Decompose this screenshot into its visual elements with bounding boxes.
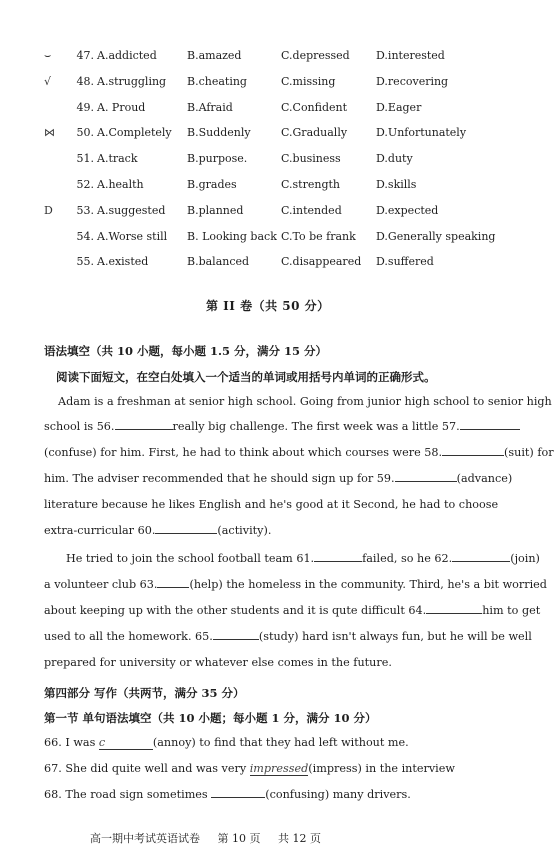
handwritten-mark: D [44,203,53,217]
option-c: C.intended [281,203,342,217]
grammar-heading: 语法填空（共 10 小题，每小题 1.5 分，满分 15 分） [44,344,328,358]
option-c: C.To be frank [281,229,356,243]
sentence-text: (impress) in the interview [308,762,455,775]
passage-text: a volunteer club 63. [44,578,158,591]
answer-blank[interactable] [460,420,520,430]
answer-blank[interactable] [314,552,362,562]
question-number: 48. [76,74,94,88]
option-d: D.interested [376,49,445,62]
answer-blank[interactable]: c [99,736,153,750]
option-c: C.Gradually [281,126,348,140]
option-a: A.addicted [97,49,157,62]
passage-text: Adam is a freshman at senior high school. Going from junior high school to senior high [58,395,552,408]
question-number: 54. [76,229,94,243]
mc-row [0,150,532,172]
option-b: B.amazed [187,49,242,62]
option-d: D.expected [376,203,439,217]
mc-row [0,47,532,69]
question-number: 53. [76,203,94,217]
sentence-text: (annoy) to find that they had left without me. [152,736,409,749]
passage-line [44,446,554,459]
passage-text: (activity). [217,524,272,537]
handwritten-mark: √ [44,74,52,88]
answer-blank[interactable] [426,604,482,614]
option-d: D.recovering [376,74,449,88]
passage-line [58,395,552,408]
answer-blank[interactable] [157,578,189,588]
sentence-number: 67. [44,762,62,775]
section2-title: 第 II 卷（共 50 分） [206,299,330,313]
option-a: A.health [97,178,144,191]
passage-text: literature because he likes English and he's good at it Second, he had to choose [44,498,499,511]
option-a: A.track [97,152,138,166]
mc-row [0,73,532,95]
option-b: B.planned [187,203,244,217]
grammar-instruction: 阅读下面短文，在空白处填入一个适当的单词或用括号内单词的正确形式。 [56,370,436,384]
option-b: B.balanced [187,255,250,269]
passage-line [44,578,547,591]
option-a: A.existed [97,255,149,269]
passage-text: really big challenge. The first week was a little 57. [172,420,460,433]
handwritten-mark: ⋈ [44,126,55,140]
option-c: C.depressed [281,49,350,62]
mc-row [0,176,532,198]
question-number: 52. [76,178,94,191]
passage-text: (advance) [456,472,513,485]
sentence-text: (confusing) many drivers. [265,788,411,801]
question-number: 50. [76,126,94,140]
option-c: C.business [281,152,341,166]
passage-text: him. The adviser recommended that he should sign up for 59. [44,472,395,485]
page-footer [90,830,335,846]
option-a: A.Worse still [97,229,168,243]
option-d: D.Unfortunately [376,126,467,140]
option-b: B.Afraid [187,100,233,114]
sentence-text: I was [65,736,96,749]
option-d: D.suffered [376,255,434,269]
passage-text: (help) the homeless in the community. Third, he's a bit worried [189,578,547,591]
passage-text: school is 56. [44,420,115,433]
option-b: B.cheating [187,74,247,88]
answer-blank[interactable] [442,446,504,456]
passage-line [66,552,540,565]
passage-line [44,472,513,485]
passage-line [44,420,490,433]
option-a: A. Proud [97,100,146,114]
option-c: C.strength [281,178,340,191]
section1-heading: 第一节 单句语法填空（共 10 小题；每小题 1 分，满分 10 分） [44,711,377,725]
passage-line [44,656,490,669]
passage-text: prepared for university or whatever else comes in the future. [44,656,392,669]
option-a: A.struggling [97,74,167,88]
sentence-number: 66. [44,736,62,749]
part4-heading: 第四部分 写作（共两节，满分 35 分） [44,686,245,700]
answer-blank[interactable] [115,420,173,430]
option-c: C.disappeared [281,255,362,269]
passage-text: (join) [510,552,540,565]
passage-text: (study) hard isn't always fun, but he will be well [258,630,532,643]
sentence-text: She did quite well and was very [65,762,247,775]
question-number: 51. [76,152,94,166]
option-d: D.skills [376,178,417,191]
answer-blank[interactable]: impressed [249,762,309,775]
option-c: C.Confident [281,100,348,114]
option-d: D.Generally speaking [376,229,496,243]
mc-row [0,99,532,121]
footer-title: 高一期中考试英语试卷 [90,832,200,845]
passage-text: extra-curricular 60. [44,524,156,537]
passage-line [44,630,532,643]
sentence-item [44,788,490,801]
answer-blank[interactable] [155,524,217,534]
mc-row [0,228,532,250]
option-b: B. Looking back [187,229,277,243]
sentence-item [44,762,490,776]
sentence-number: 68. [44,788,62,801]
answer-blank[interactable] [213,630,259,640]
mc-row [0,253,532,275]
passage-text: (suit) for [504,446,554,459]
passage-text: failed, so he 62. [362,552,453,565]
option-d: D.duty [376,152,413,166]
answer-blank[interactable] [211,797,265,798]
answer-blank[interactable] [395,472,457,482]
sentence-item [44,736,490,750]
passage-text: (confuse) for him. First, he had to think about which courses were 58. [44,446,443,459]
handwritten-mark: ⌣ [44,49,52,62]
sentence-text: The road sign sometimes [65,788,208,801]
option-b: B.Suddenly [187,126,251,140]
option-b: B.grades [187,178,237,191]
passage-text: used to all the homework. 65. [44,630,213,643]
option-b: B.purpose. [187,152,248,166]
mc-row [0,124,532,146]
question-number: 47. [76,49,94,62]
passage-line [44,524,490,537]
answer-blank[interactable] [452,552,510,562]
option-a: A.Completely [97,126,172,140]
question-number: 55. [76,255,94,269]
mc-row [0,202,532,224]
option-c: C.missing [281,74,336,88]
passage-text: about keeping up with the other students and it is qute difficult 64. [44,604,427,617]
question-number: 49. [76,100,94,114]
passage-line [44,498,499,511]
footer-page: 第 10 页 [217,832,261,845]
option-a: A.suggested [97,203,166,217]
passage-line [44,604,541,617]
footer-total: 共 12 页 [278,832,321,845]
option-d: D.Eager [376,100,422,114]
passage-text: He tried to join the school football team 61. [66,552,315,565]
passage-text: him to get [482,604,541,617]
